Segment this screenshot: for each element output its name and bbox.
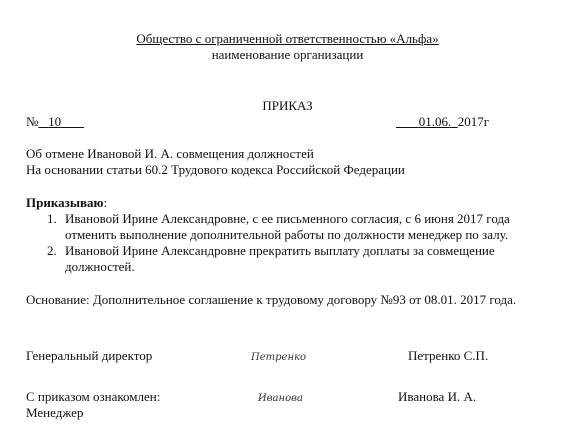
list-item-text: должностей. <box>65 259 135 274</box>
list-item-number: 1. <box>47 211 57 226</box>
legal-basis-line: На основании статьи 60.2 Трудового кодекса Российской Федерации <box>26 162 405 177</box>
list-item-text: Ивановой Ирине Александровне, с ее письменного согласия, с 6 июня 2017 года <box>65 211 510 226</box>
subject-line: Об отмене Ивановой И. А. совмещения должностей <box>26 146 314 161</box>
organization-name: Общество с ограниченной ответственностью «Альфа» <box>136 31 439 46</box>
date-year: 2017г <box>457 114 490 129</box>
employee-name: Иванова И. А. <box>398 389 477 404</box>
order-date <box>396 114 489 130</box>
order-heading-punct: : <box>103 195 108 210</box>
list-item-text: Ивановой Ирине Александровне прекратить выплату доплаты за совмещение <box>65 243 495 258</box>
list-item-number: 2. <box>47 243 57 258</box>
date-value: 01.06. <box>418 114 452 129</box>
number-prefix: № <box>26 114 39 129</box>
document-title: ПРИКАЗ <box>262 98 313 113</box>
list-item-text: отменить выполнение дополнительной работы по должности менеджер по залу. <box>65 227 509 242</box>
acknowledgement-label: С приказом ознакомлен: <box>26 389 161 404</box>
order-number <box>26 114 84 130</box>
director-signature: Петренко <box>251 352 307 363</box>
number-value: 10 <box>48 114 62 129</box>
employee-position: Менеджер <box>26 405 84 420</box>
employee-signature: Иванова <box>258 393 303 404</box>
director-name: Петренко С.П. <box>408 348 489 363</box>
order-heading <box>26 195 107 211</box>
order-heading-text: Приказываю <box>26 195 104 210</box>
director-position: Генеральный директор <box>26 348 153 363</box>
basis-line: Основание: Дополнительное соглашение к трудовому договору №93 от 08.01. 2017 года. <box>26 292 517 307</box>
organization-caption: наименование организации <box>211 47 364 62</box>
